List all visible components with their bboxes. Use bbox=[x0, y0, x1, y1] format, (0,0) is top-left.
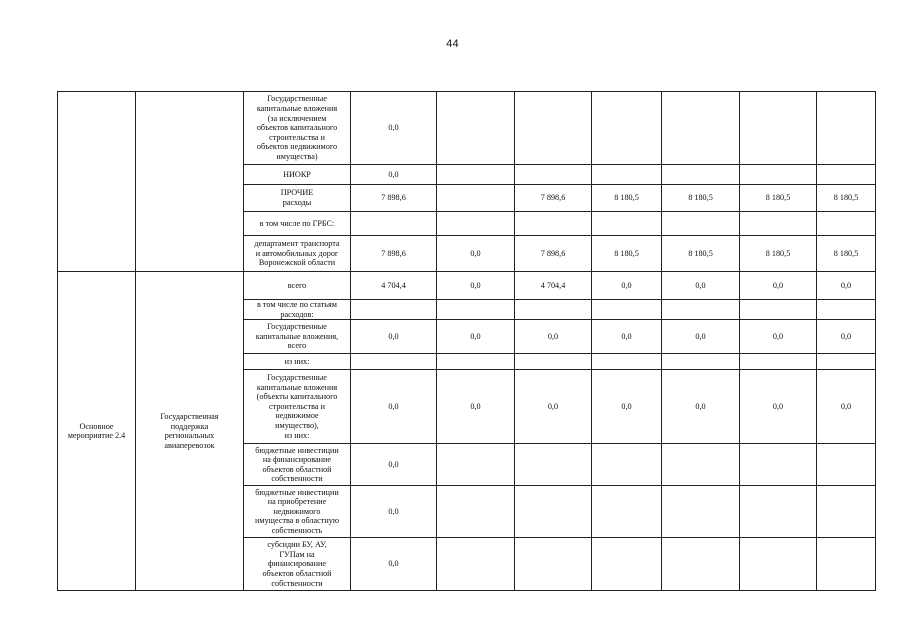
value-cell: 4 704,4 bbox=[351, 272, 437, 300]
value-cell bbox=[740, 354, 817, 370]
table-row bbox=[58, 272, 876, 300]
value-cell bbox=[592, 538, 662, 591]
value-cell bbox=[515, 165, 592, 185]
value-cell bbox=[662, 538, 740, 591]
budget-table bbox=[57, 91, 876, 591]
value-cell bbox=[740, 300, 817, 320]
value-cell bbox=[437, 185, 515, 212]
value-cell: 0,0 bbox=[351, 165, 437, 185]
value-cell bbox=[740, 165, 817, 185]
value-cell bbox=[592, 92, 662, 165]
row-label: в том числе по статьям расходов: bbox=[244, 300, 351, 320]
value-cell: 0,0 bbox=[515, 320, 592, 354]
row-label: ПРОЧИЕ расходы bbox=[244, 185, 351, 212]
value-cell bbox=[817, 92, 876, 165]
value-cell: 8 180,5 bbox=[592, 185, 662, 212]
value-cell bbox=[437, 354, 515, 370]
value-cell bbox=[515, 486, 592, 538]
value-cell bbox=[662, 212, 740, 236]
value-cell bbox=[662, 486, 740, 538]
value-cell: 7 898,6 bbox=[515, 185, 592, 212]
value-cell: 0,0 bbox=[740, 320, 817, 354]
value-cell: 0,0 bbox=[351, 92, 437, 165]
value-cell bbox=[437, 165, 515, 185]
value-cell bbox=[515, 92, 592, 165]
value-cell bbox=[817, 486, 876, 538]
value-cell bbox=[662, 300, 740, 320]
value-cell: 7 898,6 bbox=[515, 236, 592, 272]
value-cell: 0,0 bbox=[740, 370, 817, 444]
value-cell: 0,0 bbox=[351, 320, 437, 354]
value-cell: 0,0 bbox=[515, 370, 592, 444]
value-cell: 0,0 bbox=[437, 370, 515, 444]
value-cell bbox=[592, 165, 662, 185]
value-cell: 0,0 bbox=[437, 272, 515, 300]
value-cell: 0,0 bbox=[662, 272, 740, 300]
value-cell: 8 180,5 bbox=[662, 236, 740, 272]
value-cell bbox=[437, 92, 515, 165]
row-label: в том числе по ГРБС: bbox=[244, 212, 351, 236]
row-label: бюджетные инвестиции на финансирование объектов областной собственности bbox=[244, 444, 351, 486]
value-cell bbox=[740, 212, 817, 236]
value-cell bbox=[351, 212, 437, 236]
row-label: Государственные капитальные вложения (объекты капитального строительства и недвижимое имущество), из них: bbox=[244, 370, 351, 444]
value-cell bbox=[437, 300, 515, 320]
value-cell bbox=[592, 354, 662, 370]
value-cell: 0,0 bbox=[592, 272, 662, 300]
value-cell: 0,0 bbox=[351, 444, 437, 486]
prev-event-title-cell bbox=[136, 92, 244, 272]
value-cell: 8 180,5 bbox=[740, 236, 817, 272]
value-cell bbox=[817, 354, 876, 370]
row-label: Государственные капитальные вложения, всего bbox=[244, 320, 351, 354]
value-cell bbox=[817, 300, 876, 320]
row-label: всего bbox=[244, 272, 351, 300]
row-label: бюджетные инвестиции на приобретение недвижимого имущества в областную собственность bbox=[244, 486, 351, 538]
value-cell: 8 180,5 bbox=[740, 185, 817, 212]
value-cell bbox=[515, 538, 592, 591]
prev-event-code-cell bbox=[58, 92, 136, 272]
value-cell bbox=[817, 538, 876, 591]
value-cell: 0,0 bbox=[437, 320, 515, 354]
value-cell: 0,0 bbox=[437, 236, 515, 272]
value-cell bbox=[592, 212, 662, 236]
value-cell bbox=[662, 165, 740, 185]
value-cell: 8 180,5 bbox=[817, 185, 876, 212]
value-cell: 0,0 bbox=[592, 320, 662, 354]
value-cell bbox=[515, 354, 592, 370]
page-number: 44 bbox=[446, 38, 459, 50]
value-cell bbox=[662, 92, 740, 165]
value-cell bbox=[515, 212, 592, 236]
value-cell bbox=[351, 300, 437, 320]
row-label: НИОКР bbox=[244, 165, 351, 185]
value-cell: 0,0 bbox=[592, 370, 662, 444]
value-cell bbox=[437, 486, 515, 538]
row-label: субсидии БУ, АУ, ГУПам на финансирование объектов областной собственности bbox=[244, 538, 351, 591]
value-cell bbox=[817, 165, 876, 185]
value-cell: 0,0 bbox=[740, 272, 817, 300]
value-cell bbox=[437, 444, 515, 486]
value-cell bbox=[592, 444, 662, 486]
row-label: Государственные капитальные вложения (за исключением объектов капитального строительства и объектов недвижимого имущества) bbox=[244, 92, 351, 165]
value-cell: 8 180,5 bbox=[592, 236, 662, 272]
value-cell bbox=[662, 354, 740, 370]
row-label: департамент транспорта и автомобильных дорог Воронежской области bbox=[244, 236, 351, 272]
value-cell bbox=[740, 92, 817, 165]
value-cell bbox=[592, 300, 662, 320]
value-cell bbox=[662, 444, 740, 486]
value-cell bbox=[592, 486, 662, 538]
main-event-code: Основное мероприятие 2.4 bbox=[58, 272, 136, 591]
value-cell bbox=[740, 486, 817, 538]
value-cell bbox=[740, 538, 817, 591]
value-cell: 0,0 bbox=[351, 486, 437, 538]
table-row bbox=[58, 92, 876, 165]
value-cell bbox=[817, 444, 876, 486]
value-cell: 0,0 bbox=[351, 538, 437, 591]
value-cell bbox=[817, 212, 876, 236]
value-cell: 0,0 bbox=[817, 272, 876, 300]
value-cell: 0,0 bbox=[817, 320, 876, 354]
value-cell bbox=[515, 300, 592, 320]
value-cell bbox=[351, 354, 437, 370]
value-cell: 4 704,4 bbox=[515, 272, 592, 300]
value-cell bbox=[437, 212, 515, 236]
value-cell: 7 898,6 bbox=[351, 236, 437, 272]
value-cell: 8 180,5 bbox=[817, 236, 876, 272]
value-cell: 0,0 bbox=[662, 370, 740, 444]
row-label: из них: bbox=[244, 354, 351, 370]
value-cell bbox=[740, 444, 817, 486]
value-cell: 0,0 bbox=[662, 320, 740, 354]
value-cell bbox=[437, 538, 515, 591]
value-cell: 7 898,6 bbox=[351, 185, 437, 212]
value-cell: 0,0 bbox=[351, 370, 437, 444]
value-cell bbox=[515, 444, 592, 486]
value-cell: 0,0 bbox=[817, 370, 876, 444]
main-event-title: Государственная поддержка региональных авиаперевозок bbox=[136, 272, 244, 591]
value-cell: 8 180,5 bbox=[662, 185, 740, 212]
